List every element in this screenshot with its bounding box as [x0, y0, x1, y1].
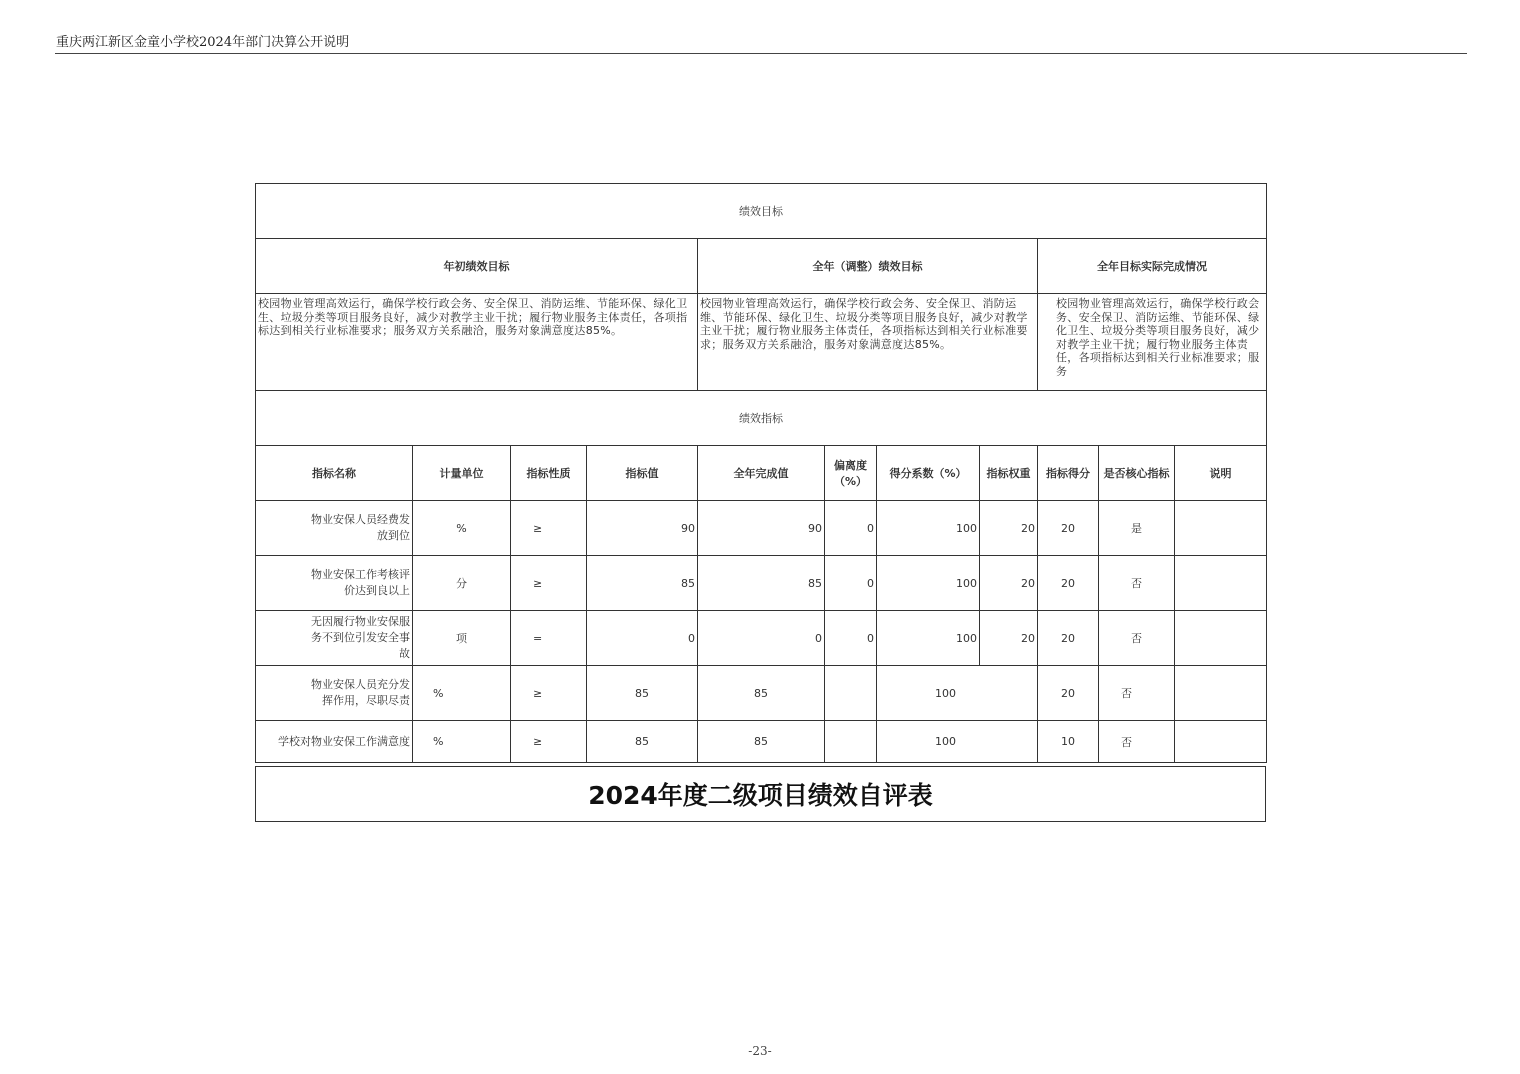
performance-table	[255, 183, 1267, 763]
indicator-core: 否	[1099, 611, 1175, 666]
indicator-coefficient: 100	[877, 556, 980, 611]
table-row	[256, 501, 1267, 556]
indicator-nature: ≥	[511, 666, 587, 721]
page-number: -23-	[748, 1044, 772, 1058]
indicator-target: 85	[587, 721, 698, 763]
indicator-weight: 20	[980, 501, 1038, 556]
indicator-deviation	[825, 666, 877, 721]
table-title: 2024年度二级项目绩效自评表	[255, 766, 1266, 822]
header-nature: 指标性质	[511, 446, 587, 501]
indicator-note	[1175, 721, 1267, 763]
initial-goal-cell	[256, 294, 698, 391]
indicator-weight: 20	[980, 556, 1038, 611]
indicator-deviation	[825, 721, 877, 763]
indicator-actual: 85	[698, 721, 825, 763]
indicator-coefficient: 100	[877, 611, 980, 666]
indicator-note	[1175, 666, 1267, 721]
page-header-title: 重庆两江新区金童小学校2024年部门决算公开说明	[56, 35, 350, 50]
adjusted-goal-header: 全年（调整）绩效目标	[698, 239, 1038, 294]
indicator-weight: 20	[980, 611, 1038, 666]
indicator-unit: %	[413, 721, 511, 763]
indicator-coefficient: 100	[877, 666, 1038, 721]
indicator-score: 10	[1038, 721, 1099, 763]
header-target-value: 指标值	[587, 446, 698, 501]
indicator-name: 无因履行物业安保服务不到位引发安全事故	[256, 611, 413, 666]
indicator-target: 0	[587, 611, 698, 666]
table-row	[256, 721, 1267, 763]
header-score-coefficient: 得分系数（%）	[877, 446, 980, 501]
indicator-unit: 分	[413, 556, 511, 611]
initial-goal-text: 校园物业管理高效运行，确保学校行政会务、安全保卫、消防运维、节能环保、绿化卫生、垃圾分类等项目服务良好，减少对教学主业干扰；履行物业服务主体责任，各项指标达到相关行业标准要求；服务双方关系融洽，服务对象满意度达85%。	[258, 297, 688, 337]
indicator-note	[1175, 611, 1267, 666]
indicator-name: 物业安保人员充分发挥作用，尽职尽责	[256, 666, 413, 721]
indicator-actual: 85	[698, 666, 825, 721]
indicators-section-title: 绩效指标	[256, 391, 1267, 446]
actual-completion-cell	[1038, 294, 1267, 391]
indicator-actual: 85	[698, 556, 825, 611]
header-unit: 计量单位	[413, 446, 511, 501]
indicator-nature: =	[511, 611, 587, 666]
table-row	[256, 611, 1267, 666]
table-row	[256, 666, 1267, 721]
indicator-score: 20	[1038, 556, 1099, 611]
goals-section-title: 绩效目标	[256, 184, 1267, 239]
indicator-nature: ≥	[511, 721, 587, 763]
header-note: 说明	[1175, 446, 1267, 501]
indicator-note	[1175, 556, 1267, 611]
table-row	[256, 556, 1267, 611]
indicator-deviation: 0	[825, 501, 877, 556]
indicator-unit: %	[413, 666, 511, 721]
indicator-target: 85	[587, 666, 698, 721]
indicator-deviation: 0	[825, 611, 877, 666]
indicator-score: 20	[1038, 501, 1099, 556]
header-core-indicator: 是否核心指标	[1099, 446, 1175, 501]
indicator-core: 否	[1099, 666, 1175, 721]
initial-goal-header: 年初绩效目标	[256, 239, 698, 294]
indicator-actual: 0	[698, 611, 825, 666]
header-indicator-name: 指标名称	[256, 446, 413, 501]
indicator-name: 物业安保人员经费发放到位	[256, 501, 413, 556]
indicator-name: 学校对物业安保工作满意度	[256, 721, 413, 763]
indicator-note	[1175, 501, 1267, 556]
indicator-unit: 项	[413, 611, 511, 666]
header-weight: 指标权重	[980, 446, 1038, 501]
indicator-nature: ≥	[511, 501, 587, 556]
indicator-actual: 90	[698, 501, 825, 556]
indicator-score: 20	[1038, 611, 1099, 666]
indicator-deviation: 0	[825, 556, 877, 611]
adjusted-goal-cell	[698, 294, 1038, 391]
adjusted-goal-text: 校园物业管理高效运行，确保学校行政会务、安全保卫、消防运维、节能环保、绿化卫生、垃圾分类等项目服务良好，减少对教学主业干扰；履行物业服务主体责任，各项指标达到相关行业标准要求；服务双方关系融洽，服务对象满意度达85%。	[700, 297, 1028, 351]
actual-completion-header: 全年目标实际完成情况	[1038, 239, 1267, 294]
indicator-nature: ≥	[511, 556, 587, 611]
indicator-coefficient: 100	[877, 721, 1038, 763]
header-deviation: 偏离度（%）	[825, 446, 877, 501]
indicator-core: 否	[1099, 556, 1175, 611]
indicator-unit: %	[413, 501, 511, 556]
indicator-core: 否	[1099, 721, 1175, 763]
indicator-target: 85	[587, 556, 698, 611]
indicator-target: 90	[587, 501, 698, 556]
header-divider	[55, 53, 1467, 54]
indicator-score: 20	[1038, 666, 1099, 721]
actual-completion-text: 校园物业管理高效运行，确保学校行政会务、安全保卫、消防运维、节能环保、绿化卫生、垃圾分类等项目服务良好，减少对教学主业干扰；履行物业服务主体责任，各项指标达到相关行业标准要求；服务	[1056, 297, 1260, 378]
indicator-coefficient: 100	[877, 501, 980, 556]
indicator-name: 物业安保工作考核评价达到良以上	[256, 556, 413, 611]
header-actual-value: 全年完成值	[698, 446, 825, 501]
indicator-core: 是	[1099, 501, 1175, 556]
header-indicator-score: 指标得分	[1038, 446, 1099, 501]
